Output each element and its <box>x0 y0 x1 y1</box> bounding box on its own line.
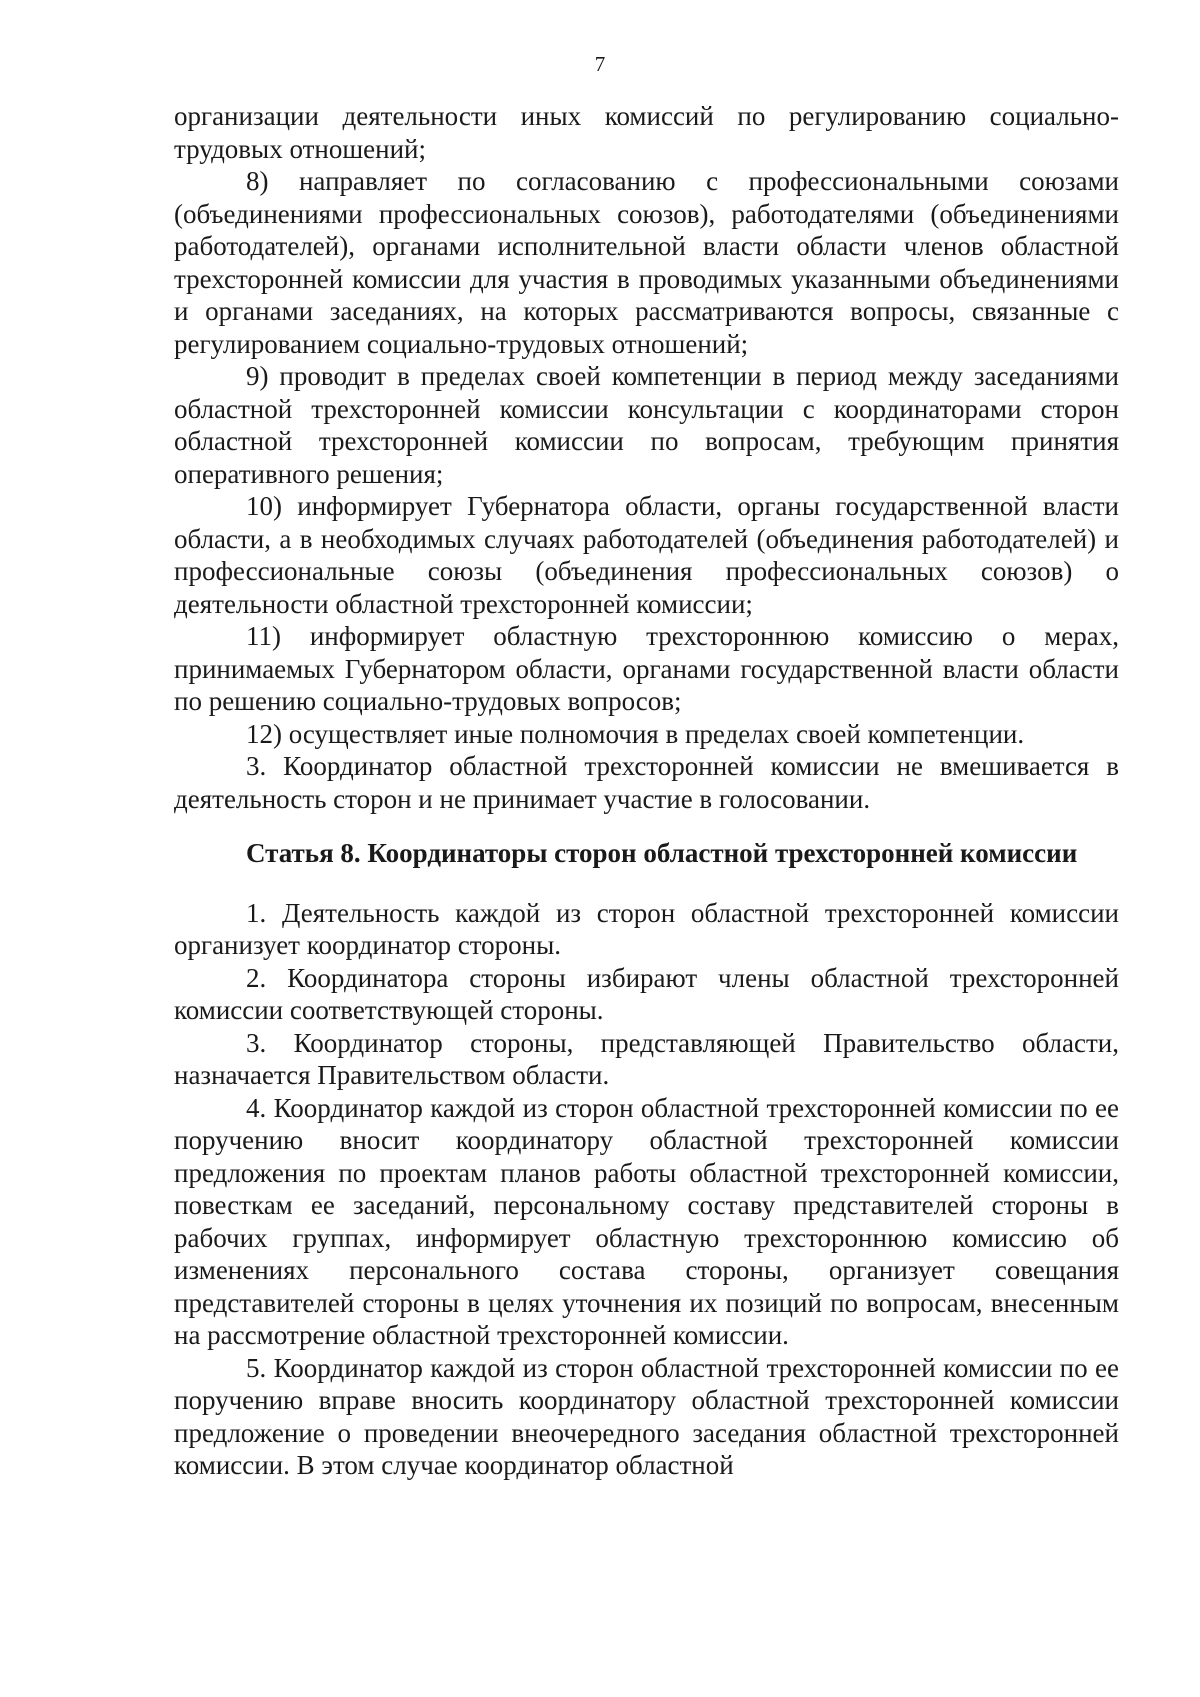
paragraph: 12) осуществляет иные полномочия в пределах своей компетенции. <box>246 718 1025 749</box>
paragraph: 10) информирует Губернатора области, органы государственной власти области, а в необходимых случаях работодателей (объединения работодателей) и профессиональные союзы (объединения профессиональных союзов) о деятельности областной трехсторонней комиссии; <box>174 491 1119 619</box>
document-body <box>174 100 1119 1482</box>
paragraph: организации деятельности иных комиссий по регулированию социально-трудовых отношений; <box>174 101 1119 164</box>
paragraph: 1. Деятельность каждой из сторон областной трехсторонней комиссии организует координатор стороны. <box>174 897 1119 960</box>
paragraph: 3. Координатор стороны, представляющей Правительство области, назначается Правительством области. <box>174 1027 1119 1090</box>
article-heading: Статья 8. Координаторы сторон областной трехсторонней комиссии <box>246 838 1078 868</box>
paragraph: 9) проводит в пределах своей компетенции в период между заседаниями областной трехсторонней комиссии консультации с координаторами сторон областной трехсторонней комиссии по вопросам, требующим принятия оперативного решения; <box>174 361 1119 489</box>
paragraph: 4. Координатор каждой из сторон областной трехсторонней комиссии по ее поручению вносит координатору областной трехсторонней комиссии предложения по проектам планов работы областной трехсторонней комиссии, повесткам ее заседаний, персональному составу представителей стороны в рабочих группах, информирует областную трехстороннюю комиссию об изменениях персонального состава стороны, организует совещания представителей стороны в целях уточнения их позиций по вопросам, внесенным на рассмотрение областной трехсторонней комиссии. <box>174 1092 1119 1350</box>
paragraph: 5. Координатор каждой из сторон областной трехсторонней комиссии по ее поручению вправе вносить координатору областной трехсторонней комиссии предложение о проведении внеочередного заседания областной трехсторонней комиссии. В этом случае координатор областной <box>174 1352 1119 1480</box>
paragraph: 2. Координатора стороны избирают члены областной трехсторонней комиссии соответствующей стороны. <box>174 962 1119 1025</box>
paragraph: 11) информирует областную трехстороннюю комиссию о мерах, принимаемых Губернатором области, органами государственной власти области по решению социально-трудовых вопросов; <box>174 621 1119 716</box>
paragraph: 3. Координатор областной трехсторонней комиссии не вмешивается в деятельность сторон и не принимает участие в голосовании. <box>174 751 1119 814</box>
paragraph: 8) направляет по согласованию с профессиональными союзами (объединениями профессиональных союзов), работодателями (объединениями работодателей), органами исполнительной власти области членов областной трехсторонней комиссии для участия в проводимых указанными объединениями и органами заседаниях, на которых рассматриваются вопросы, связанные с регулированием социально-трудовых отношений; <box>174 166 1119 359</box>
page-number: 7 <box>594 52 606 76</box>
